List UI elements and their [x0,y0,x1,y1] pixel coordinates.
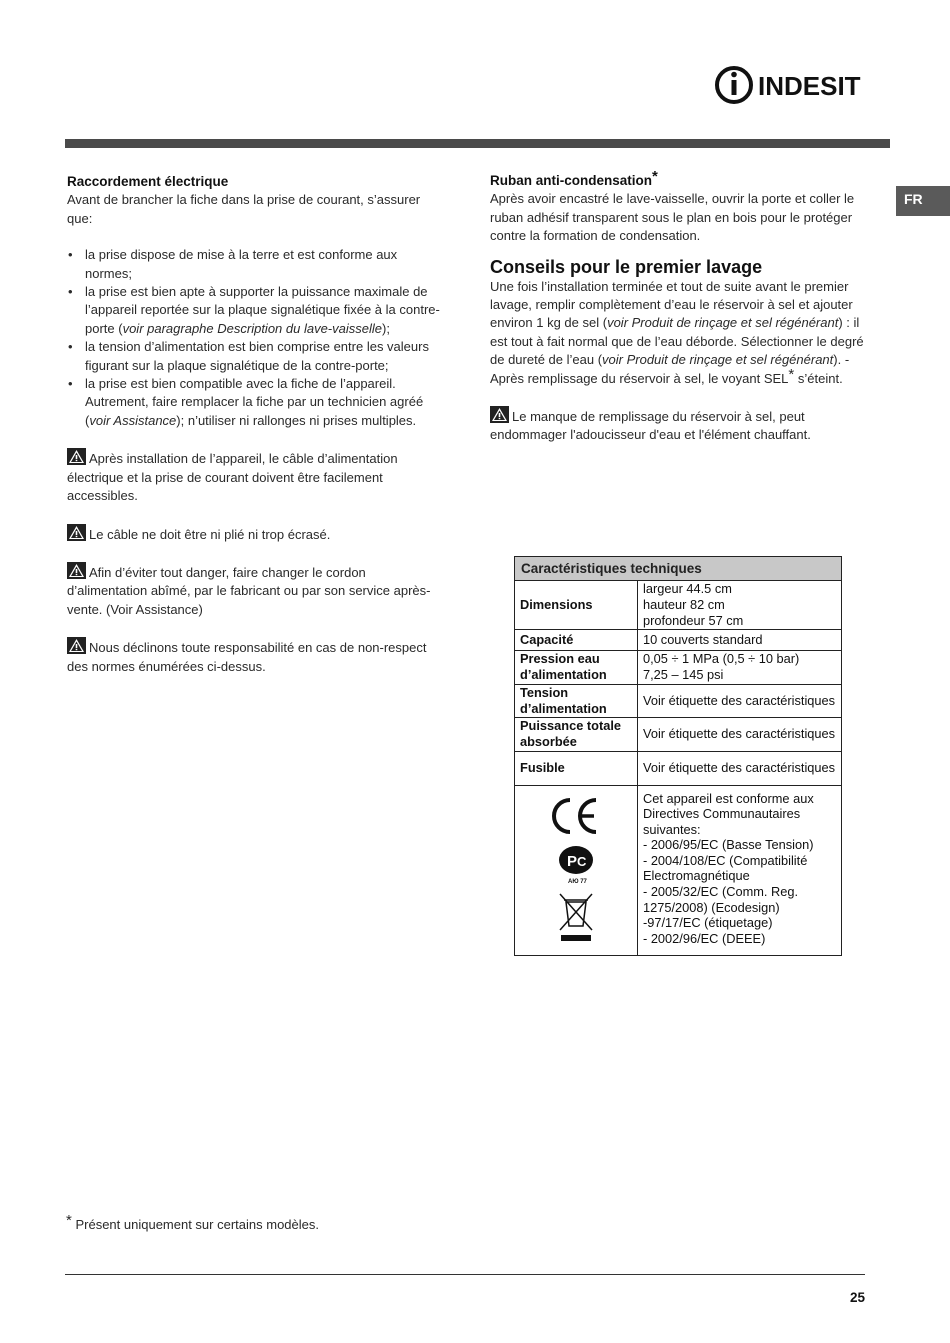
spec-value: 0,05 ÷ 1 MPa (0,5 ÷ 10 bar) 7,25 – 145 psi [638,650,842,684]
spec-key: Dimensions [515,581,638,629]
spec-key: Fusible [515,751,638,785]
header-bar [65,139,890,148]
list-item: • la tension d’alimentation est bien comprise entre les valeurs figurant sur la plaque signalétique de la contre-porte; [67,338,445,375]
ce-mark-icon [554,800,596,832]
gost-r-mark-icon [559,846,593,885]
spec-value: largeur 44.5 cm hauteur 82 cm profondeur 57 cm [638,581,842,629]
section-title-condensation: Ruban anti-condensation* [490,168,658,188]
spec-value: Voir étiquette des caractéristiques [638,684,842,717]
condensation-text: Après avoir encastré le lave-vaisselle, ouvrir la porte et coller le ruban adhésif transparent sous le plan en bois pour le protéger contre la formation de condensation. [490,191,855,244]
brand-logo [714,64,866,106]
svg-text:С: С [577,853,587,869]
certification-marks [515,785,638,955]
electrical-checklist [67,246,445,430]
table-row [515,751,841,785]
list-item: • la prise est bien apte à supporter la puissance maximale de l’appareil reportée sur la plaque signalétique fixée à la contre-porte (voir paragraphe Description du lave-vaisselle); [67,283,445,338]
table-row [515,629,841,650]
spec-key: Capacité [515,629,638,650]
warning-triangle-icon [67,524,86,541]
right-column [490,168,870,445]
spec-value: Voir étiquette des caractéristiques [638,751,842,785]
first-wash-text: Une fois l’installation terminée et tout de suite avant le premier lavage, remplir complètement d’eau le réservoir à sel et ajouter environ 1 kg de sel (voir Produit de rinçage et sel régénérant) : il est tout à fait normal que de l’eau déborde. Sélectionner le degré de dureté de l’eau (voir Produit de rinçage et sel régénérant). - Après remplissage du réservoir à sel, le voyant SEL* s’éteint. [490,278,864,386]
footer-rule [65,1274,865,1275]
section-title-first-wash: Conseils pour le premier lavage [490,256,763,277]
section-title-electrical: Raccordement électrique [67,174,229,189]
page-number: 25 [850,1290,866,1305]
spec-key: Puissance totale absorbée [515,717,638,751]
warning-note: Le câble ne doit être ni plié ni trop écrasé. [67,524,445,544]
spec-value: 10 couverts standard [638,629,842,650]
warning-triangle-icon [67,562,86,579]
spec-key: Tension d’alimentation [515,684,638,717]
table-row [515,581,841,629]
table-row [515,650,841,684]
spec-table-title: Caractéristiques techniques [515,557,841,581]
electrical-intro: Avant de brancher la fiche dans la prise de courant, s’assurer que: [67,192,421,226]
weee-bin-icon [560,894,592,941]
warning-note: Après installation de l’appareil, le câble d’alimentation électrique et la prise de courant doivent être facilement accessibles. [67,448,445,505]
table-row [515,785,841,955]
warning-triangle-icon [490,406,509,423]
left-column [67,173,445,676]
warning-note: Nous déclinons toute responsabilité en cas de non-respect des normes énumérées ci-dessus. [67,637,445,676]
warning-note: Le manque de remplissage du réservoir à sel, peut endommager l'adoucisseur d'eau et l'élément chauffant. [490,406,870,445]
svg-text:Р: Р [567,852,578,870]
spec-value: Voir étiquette des caractéristiques [638,717,842,751]
list-item: • la prise est bien compatible avec la fiche de l’appareil. Autrement, faire remplacer la fiche par un technicien agréé (voir Assistance); n’utiliser ni rallonges ni prises multiples. [67,375,445,430]
language-tab: FR [896,186,950,216]
gost-code: АЮ 77 [568,878,587,885]
spec-key: Pression eau d’alimentation [515,650,638,684]
conformity-text: Cet appareil est conforme aux Directives Communautaires suivantes: - 2006/95/EC (Basse Tension) - 2004/108/EC (Compatibilité Electromagnétique - 2005/32/EC (Comm. Reg. 1275/2008) (Ecodesign) -97/17/EC (étiquetage) - 2002/96/EC (DEEE) [638,785,842,955]
table-row [515,684,841,717]
brand-name: INDESIT [758,71,861,101]
list-item: • la prise dispose de mise à la terre et est conforme aux normes; [67,246,445,283]
warning-note: Afin d’éviter tout danger, faire changer le cordon d’alimentation abîmé, par le fabricant ou par son service après-vente. (Voir Assistance) [67,562,445,619]
warning-triangle-icon [67,448,86,465]
warning-triangle-icon [67,637,86,654]
spec-table [514,556,842,956]
table-row [515,717,841,751]
footnote: * Présent uniquement sur certains modèles. [66,1212,319,1232]
